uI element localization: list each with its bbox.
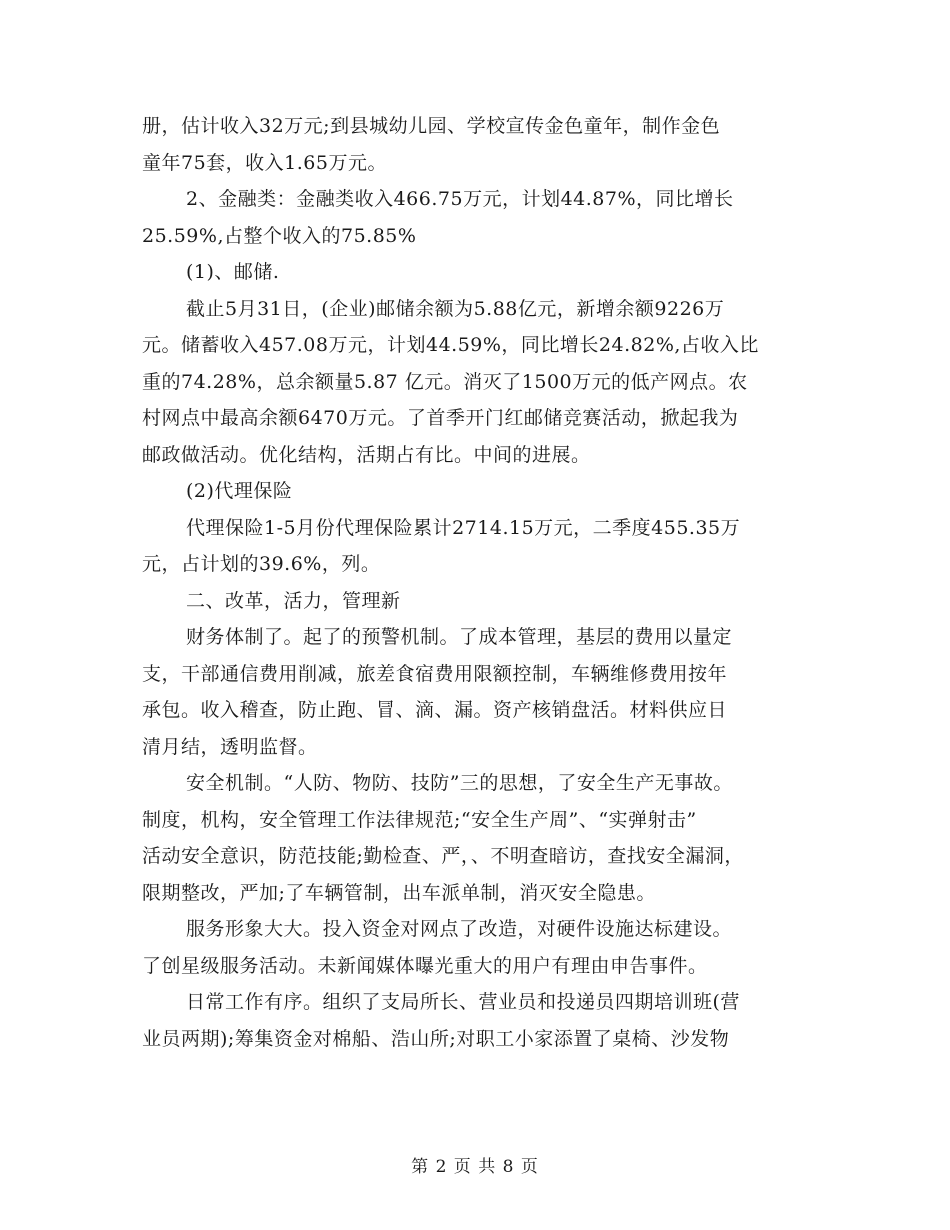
page-number-footer: 第 2 页 共 8 页 [411, 1157, 539, 1177]
text-line-8: 重的74.28%，总余额量5.87 亿元。消灭了1500万元的低产网点。农 [142, 370, 748, 393]
text-line-23: 服务形象大大。投入资金对网点了改造，对硬件设施达标建设。 [186, 918, 733, 940]
text-line-19: 安全机制。“人防、物防、技防”三的思想，了安全生产无事故。 [186, 772, 733, 794]
text-line-26: 业员两期);筹集资金对棉船、浩山所;对职工小家添置了桌椅、沙发物 [142, 1027, 730, 1050]
text-line-9: 村网点中最高余额6470万元。了首季开门红邮储竞赛活动，掀起我为 [142, 407, 739, 429]
text-line-13: 元，占计划的39.6%，列。 [142, 553, 381, 575]
body-text [142, 108, 814, 1057]
text-line-6: 截止5月31日，(企业)邮储余额为5.88亿元，新增余额9226万 [186, 297, 725, 320]
text-line-18: 清月结，透明监督。 [142, 735, 318, 758]
text-line-12: 代理保险1-5月份代理保险累计2714.15万元，二季度455.35万 [186, 516, 741, 539]
text-line-5: (1)、邮储. [186, 261, 280, 283]
text-line-4: 25.59%,占整个收入的75.85% [142, 224, 417, 247]
text-line-21: 活动安全意识，防范技能;勤检查、严，、不明查暗访，查找安全漏洞， [142, 845, 744, 867]
text-line-1: 册，估计收入32万元;到县城幼儿园、学校宣传金色童年，制作金色 [142, 115, 721, 137]
text-line-24: 了创星级服务活动。未新闻媒体曝光重大的用户有理由申告事件。 [142, 954, 708, 977]
text-line-22: 限期整改，严加;了车辆管制，出车派单制，消灭安全隐患。 [142, 881, 656, 904]
text-line-20: 制度，机构，安全管理工作法律规范;“安全生产周”、“实弹射击” [142, 808, 697, 831]
text-line-14: 二、改革，活力，管理新 [186, 589, 401, 612]
text-line-16: 支，干部通信费用削减，旅差食宿费用限额控制，车辆维修费用按年 [142, 662, 728, 685]
text-line-17: 承包。收入稽查，防止跑、冒、滴、漏。资产核销盘活。材料供应日 [142, 699, 728, 721]
text-line-10: 邮政做活动。优化结构，活期占有比。中间的进展。 [142, 443, 591, 466]
text-line-2: 童年75套，收入1.65万元。 [142, 151, 387, 174]
text-line-25: 日常工作有序。组织了支局所长、营业员和投递员四期培训班(营 [186, 991, 740, 1013]
text-line-11: (2)代理保险 [186, 480, 293, 502]
text-line-7: 元。储蓄收入457.08万元，计划44.59%，同比增长24.82%,占收入比 [142, 334, 759, 356]
text-line-3: 2、金融类：金融类收入466.75万元，计划44.87%，同比增长 [186, 188, 734, 210]
text-line-15: 财务体制了。起了的预警机制。了成本管理，基层的费用以量定 [186, 626, 733, 648]
